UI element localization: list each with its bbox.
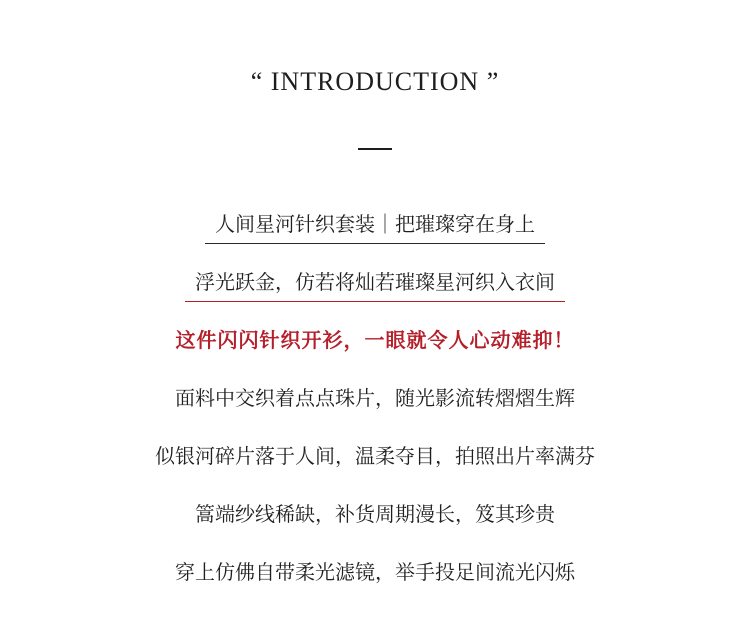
text-line-1: [0, 210, 750, 244]
text-line-4: [0, 384, 750, 412]
text-line-2: [0, 268, 750, 302]
section-heading: “ INTRODUCTION ”: [250, 67, 500, 96]
text-line-6: [0, 500, 750, 528]
underlined-subtitle: [185, 268, 565, 302]
text-line-7: [0, 558, 750, 586]
body-text-7: 穿上仿佛自带柔光滤镜，举手投足间流光闪烁: [175, 560, 575, 584]
title-underline: [205, 243, 545, 244]
body-text-4: 面料中交织着点点珠片，随光影流转熠熠生辉: [175, 386, 575, 410]
text-line-3: [0, 326, 750, 354]
text-line-5: [0, 442, 750, 470]
body-text-6: 篙端纱线稀缺，补货周期漫长，笈其珍贵: [195, 502, 555, 526]
body-text-5: 似银河碎片落于人间，温柔夺目，拍照出片率满芬: [155, 444, 595, 468]
highlight-text: 这件闪闪针织开衫，一眼就令人心动难抑！: [175, 328, 575, 352]
title-text: 人间星河针织套装｜把璀璨穿在身上: [215, 212, 535, 236]
heading-divider: [358, 148, 392, 150]
subtitle-text: 浮光跃金，仿若将灿若璀璨星河织入衣间: [195, 270, 555, 294]
subtitle-underline: [185, 301, 565, 302]
underlined-title: [205, 210, 545, 244]
